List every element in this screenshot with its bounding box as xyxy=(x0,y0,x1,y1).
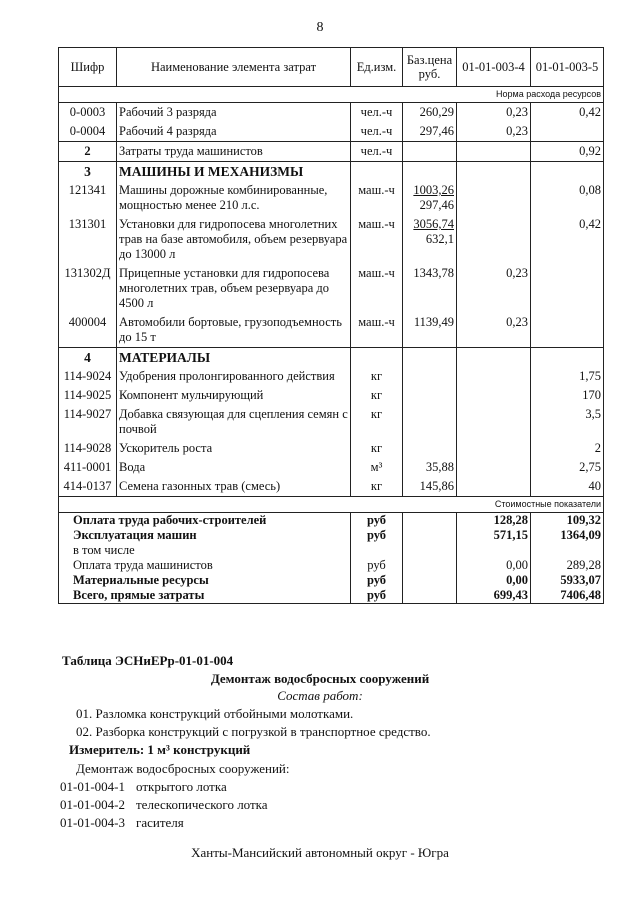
summary-price xyxy=(403,558,457,573)
summary-value-a: 0,00 xyxy=(457,558,531,573)
table-row xyxy=(59,405,604,439)
row-value-a xyxy=(457,215,531,264)
summary-price xyxy=(403,573,457,588)
row-price xyxy=(403,386,457,405)
row-unit xyxy=(351,162,403,182)
row-code: 411-0001 xyxy=(59,458,117,477)
summary-unit: руб xyxy=(351,588,403,604)
row-code: 114-9025 xyxy=(59,386,117,405)
summary-unit: руб xyxy=(351,573,403,588)
summary-row xyxy=(59,573,604,588)
table-row xyxy=(59,367,604,386)
table-row xyxy=(59,477,604,497)
row-value-a: 0,23 xyxy=(457,313,531,348)
works-heading: Состав работ: xyxy=(277,688,363,703)
row-value-a xyxy=(457,142,531,162)
list-item xyxy=(60,815,640,831)
row-code: 114-9027 xyxy=(59,405,117,439)
item-code: 01-01-004-3 xyxy=(60,815,125,830)
row-code: 0-0003 xyxy=(59,103,117,123)
row-name: Машины дорожные комбинированные, мощностью менее 210 л.с. xyxy=(117,181,351,215)
norm-label-row xyxy=(59,87,604,103)
summary-value-b: 7406,48 xyxy=(531,588,604,604)
row-price xyxy=(403,181,457,215)
summary-unit: руб xyxy=(351,513,403,529)
row-code: 414-0137 xyxy=(59,477,117,497)
row-unit: чел.-ч xyxy=(351,142,403,162)
summary-value-b: 1364,09 xyxy=(531,528,604,543)
norm-label: Норма расхода ресурсов xyxy=(59,87,604,103)
measure-unit: Измеритель: 1 м³ конструкций xyxy=(69,742,251,757)
dismantle-heading: Демонтаж водосбросных сооружений: xyxy=(76,761,290,776)
row-value-a xyxy=(457,477,531,497)
row-value-a xyxy=(457,181,531,215)
row-unit: чел.-ч xyxy=(351,122,403,142)
work-item: 02. Разборка конструкций с погрузкой в транспортное средство. xyxy=(76,724,431,739)
footer-region: Ханты-Мансийский автономный округ - Югра xyxy=(191,845,449,860)
summary-value-a: 128,28 xyxy=(457,513,531,529)
item-code: 01-01-004-2 xyxy=(60,797,125,812)
list-item xyxy=(60,797,640,813)
row-price xyxy=(403,439,457,458)
price-main: 3056,74 xyxy=(413,217,454,231)
summary-value-a: 0,00 xyxy=(457,573,531,588)
item-text: открытого лотка xyxy=(136,779,227,794)
summary-row xyxy=(59,558,604,573)
row-price: 145,86 xyxy=(403,477,457,497)
row-name: Семена газонных трав (смесь) xyxy=(117,477,351,497)
table-row xyxy=(59,439,604,458)
row-name: Добавка связующая для сцепления семян с почвой xyxy=(117,405,351,439)
row-price: 1343,78 xyxy=(403,264,457,313)
row-price: 297,46 xyxy=(403,122,457,142)
summary-row xyxy=(59,528,604,543)
row-value-b: 2,75 xyxy=(531,458,604,477)
summary-value-a: 699,43 xyxy=(457,588,531,604)
summary-label: Эксплуатация машин xyxy=(59,528,351,543)
row-value-b: 0,42 xyxy=(531,103,604,123)
summary-row xyxy=(59,543,604,558)
summary-price xyxy=(403,513,457,529)
page-number: 8 xyxy=(316,20,324,35)
row-value-b: 3,5 xyxy=(531,405,604,439)
row-unit: кг xyxy=(351,405,403,439)
summary-price xyxy=(403,528,457,543)
row-unit: кг xyxy=(351,386,403,405)
summary-price xyxy=(403,543,457,558)
row-value-a xyxy=(457,162,531,182)
summary-label: Оплата труда рабочих-строителей xyxy=(59,513,351,529)
row-name: Удобрения пролонгированного действия xyxy=(117,367,351,386)
item-text: телескопического лотка xyxy=(136,797,268,812)
row-value-b: 40 xyxy=(531,477,604,497)
row-price: 1139,49 xyxy=(403,313,457,348)
header-code: Шифр xyxy=(59,48,117,87)
row-name: Вода xyxy=(117,458,351,477)
row-unit: кг xyxy=(351,367,403,386)
summary-value-a: 571,15 xyxy=(457,528,531,543)
row-value-a xyxy=(457,348,531,368)
table-header-row xyxy=(59,48,604,87)
row-value-a xyxy=(457,367,531,386)
row-unit: маш.-ч xyxy=(351,215,403,264)
table-row xyxy=(59,313,604,348)
header-col-b: 01-01-003-5 xyxy=(531,48,604,87)
list-item xyxy=(60,779,640,795)
table-row xyxy=(59,181,604,215)
cost-label: Стоимостные показатели xyxy=(59,497,604,513)
row-value-a: 0,23 xyxy=(457,122,531,142)
row-price xyxy=(403,367,457,386)
section-row xyxy=(59,162,604,182)
row-code: 131301 xyxy=(59,215,117,264)
row-name: Автомобили бортовые, грузоподъемность до 15 т xyxy=(117,313,351,348)
row-unit: м³ xyxy=(351,458,403,477)
row-code: 121341 xyxy=(59,181,117,215)
row-code: 114-9024 xyxy=(59,367,117,386)
summary-label: Оплата труда машинистов xyxy=(59,558,351,573)
work-item: 01. Разломка конструкций отбойными молотками. xyxy=(76,706,354,721)
summary-label: Всего, прямые затраты xyxy=(59,588,351,604)
table-row xyxy=(59,386,604,405)
row-value-a xyxy=(457,458,531,477)
row-name: Ускоритель роста xyxy=(117,439,351,458)
summary-value-a xyxy=(457,543,531,558)
row-price xyxy=(403,162,457,182)
row-value-a: 0,23 xyxy=(457,264,531,313)
row-name: Установки для гидропосева многолетних трав на базе автомобиля, объем резервуара до 13000 л xyxy=(117,215,351,264)
row-unit: чел.-ч xyxy=(351,103,403,123)
row-unit: маш.-ч xyxy=(351,264,403,313)
summary-unit: руб xyxy=(351,558,403,573)
table-row xyxy=(59,103,604,123)
row-name: Затраты труда машинистов xyxy=(117,142,351,162)
summary-label: Материальные ресурсы xyxy=(59,573,351,588)
row-price xyxy=(403,405,457,439)
cost-label-row xyxy=(59,497,604,513)
row-value-a xyxy=(457,439,531,458)
row-value-b: 0,08 xyxy=(531,181,604,215)
header-col-a: 01-01-003-4 xyxy=(457,48,531,87)
row-value-b xyxy=(531,162,604,182)
item-code: 01-01-004-1 xyxy=(60,779,125,794)
row-price xyxy=(403,348,457,368)
row-value-a xyxy=(457,405,531,439)
row-value-b: 170 xyxy=(531,386,604,405)
item-text: гасителя xyxy=(136,815,184,830)
section-row xyxy=(59,142,604,162)
price-main: 1003,26 xyxy=(413,183,454,197)
row-code: 131302Д xyxy=(59,264,117,313)
row-value-a: 0,23 xyxy=(457,103,531,123)
row-value-b: 2 xyxy=(531,439,604,458)
resource-table xyxy=(58,47,604,604)
row-unit: маш.-ч xyxy=(351,313,403,348)
row-name: Компонент мульчирующий xyxy=(117,386,351,405)
table-row xyxy=(59,264,604,313)
summary-row xyxy=(59,513,604,529)
row-value-b xyxy=(531,313,604,348)
row-unit xyxy=(351,348,403,368)
summary-unit: руб xyxy=(351,528,403,543)
row-code: 114-9028 xyxy=(59,439,117,458)
row-name: Рабочий 3 разряда xyxy=(117,103,351,123)
table-row xyxy=(59,215,604,264)
row-value-a xyxy=(457,386,531,405)
row-code: 400004 xyxy=(59,313,117,348)
table-title: Таблица ЭСНиЕРр-01-01-004 xyxy=(62,653,234,668)
row-unit: маш.-ч xyxy=(351,181,403,215)
row-name: Прицепные установки для гидропосева многолетних трав, объем резервуара до 4500 л xyxy=(117,264,351,313)
summary-row xyxy=(59,588,604,604)
summary-value-b: 109,32 xyxy=(531,513,604,529)
price-sub: 632,1 xyxy=(425,232,454,246)
row-code: 0-0004 xyxy=(59,122,117,142)
row-name: Рабочий 4 разряда xyxy=(117,122,351,142)
row-price: 35,88 xyxy=(403,458,457,477)
summary-value-b xyxy=(531,543,604,558)
row-value-b: 1,75 xyxy=(531,367,604,386)
price-sub: 297,46 xyxy=(419,198,454,212)
header-name: Наименование элемента затрат xyxy=(117,48,351,87)
row-price xyxy=(403,215,457,264)
row-unit: кг xyxy=(351,477,403,497)
row-value-b: 0,42 xyxy=(531,215,604,264)
section-row xyxy=(59,348,604,368)
summary-label: в том числе xyxy=(59,543,351,558)
header-price: Баз.цена руб. xyxy=(403,48,457,87)
row-value-b xyxy=(531,264,604,313)
row-unit: кг xyxy=(351,439,403,458)
row-name: МАШИНЫ И МЕХАНИЗМЫ xyxy=(117,162,351,182)
summary-value-b: 289,28 xyxy=(531,558,604,573)
table-row xyxy=(59,122,604,142)
row-price xyxy=(403,142,457,162)
summary-value-b: 5933,07 xyxy=(531,573,604,588)
row-code: 3 xyxy=(59,162,117,182)
row-name: МАТЕРИАЛЫ xyxy=(117,348,351,368)
row-code: 4 xyxy=(59,348,117,368)
row-code: 2 xyxy=(59,142,117,162)
header-unit: Ед.изм. xyxy=(351,48,403,87)
summary-unit xyxy=(351,543,403,558)
row-price: 260,29 xyxy=(403,103,457,123)
table-row xyxy=(59,458,604,477)
row-value-b xyxy=(531,122,604,142)
row-value-b xyxy=(531,348,604,368)
row-value-b: 0,92 xyxy=(531,142,604,162)
table-name: Демонтаж водосбросных сооружений xyxy=(210,671,430,686)
summary-price xyxy=(403,588,457,604)
